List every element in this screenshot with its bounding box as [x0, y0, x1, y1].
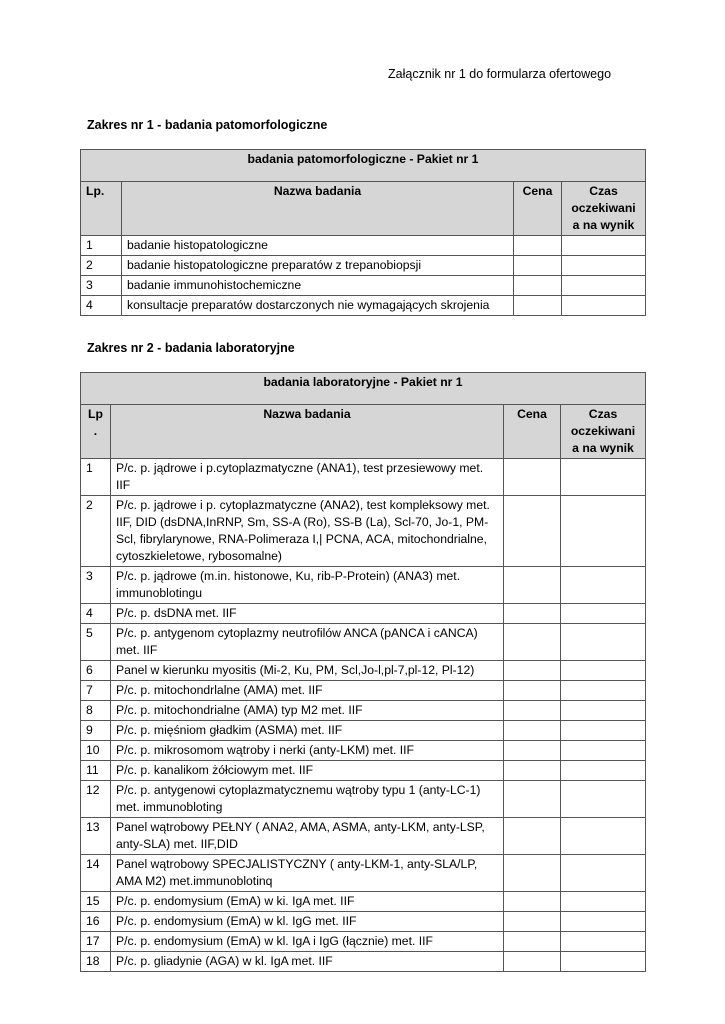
row-price-cell: [504, 721, 561, 741]
row-test-name: P/c. p. antygenowi cytoplazmatycznemu wątroby typu 1 (anty-LC-1) met. immunobloting: [111, 781, 504, 818]
header-time: Czas oczekiwani a na wynik: [562, 182, 646, 236]
package-title: badania patomorfologiczne - Pakiet nr 1: [81, 150, 646, 182]
header-lp: Lp .: [81, 405, 111, 459]
section1-table: [80, 149, 646, 316]
row-price-cell: [504, 952, 561, 972]
row-time-cell: [561, 701, 646, 721]
table-row: [81, 781, 646, 818]
table-row: [81, 761, 646, 781]
row-price-cell: [504, 741, 561, 761]
table-row: [81, 496, 646, 567]
attachment-note: Załącznik nr 1 do formularza ofertowego: [388, 67, 612, 81]
row-time-cell: [562, 236, 646, 256]
row-time-cell: [561, 892, 646, 912]
row-price-cell: [504, 604, 561, 624]
row-number: 10: [81, 741, 111, 761]
row-test-name: P/c. p. mikrosomom wątroby i nerki (anty-LKM) met. IIF: [111, 741, 504, 761]
row-number: 7: [81, 681, 111, 701]
row-price-cell: [514, 256, 562, 276]
row-time-cell: [561, 741, 646, 761]
row-time-cell: [561, 818, 646, 855]
row-number: 4: [81, 604, 111, 624]
row-price-cell: [504, 855, 561, 892]
table-row: [81, 459, 646, 496]
header-row: [81, 405, 646, 459]
table-row: [81, 932, 646, 952]
header-row: [81, 182, 646, 236]
row-number: 3: [81, 567, 111, 604]
row-price-cell: [504, 459, 561, 496]
section2-table: [80, 372, 646, 972]
header-price: Cena: [514, 182, 562, 236]
row-test-name: P/c. p. mitochondrlalne (AMA) met. IIF: [111, 681, 504, 701]
row-test-name: P/c. p. dsDNA met. IIF: [111, 604, 504, 624]
row-price-cell: [504, 661, 561, 681]
table-row: [81, 604, 646, 624]
row-time-cell: [562, 296, 646, 316]
row-number: 13: [81, 818, 111, 855]
package-row: [81, 150, 646, 182]
row-test-name: P/c. p. endomysium (EmA) w kl. IgA i IgG (łącznie) met. IIF: [111, 932, 504, 952]
row-price-cell: [504, 701, 561, 721]
row-price-cell: [504, 892, 561, 912]
row-time-cell: [562, 276, 646, 296]
row-time-cell: [562, 256, 646, 276]
row-test-name: P/c. p. mięśniom gładkim (ASMA) met. IIF: [111, 721, 504, 741]
table-row: [81, 661, 646, 681]
row-time-cell: [561, 604, 646, 624]
table-row: [81, 952, 646, 972]
row-number: 1: [81, 236, 122, 256]
row-price-cell: [514, 236, 562, 256]
row-time-cell: [561, 459, 646, 496]
row-test-name: P/c. p. endomysium (EmA) w kl. IgG met. IIF: [111, 912, 504, 932]
row-test-name: Panel w kierunku myositis (Mi-2, Ku, PM, Scl,Jo-l,pl-7,pl-12, Pl-12): [111, 661, 504, 681]
row-test-name: Panel wątrobowy PEŁNY ( ANA2, AMA, ASMA, anty-LKM, anty-LSP, anty-SLA) met. IIF,DID: [111, 818, 504, 855]
row-test-name: P/c. p. gliadynie (AGA) w kl. IgA met. IIF: [111, 952, 504, 972]
table-row: [81, 701, 646, 721]
section2-title: Zakres nr 2 - badania laboratoryjne: [87, 341, 295, 355]
row-test-name: P/c. p. jądrowe (m.in. histonowe, Ku, rib-P-Protein) (ANA3) met. immunoblotingu: [111, 567, 504, 604]
row-number: 17: [81, 932, 111, 952]
header-price: Cena: [504, 405, 561, 459]
header-name: Nazwa badania: [122, 182, 514, 236]
section1-title: Zakres nr 1 - badania patomorfologiczne: [87, 118, 328, 132]
row-time-cell: [561, 952, 646, 972]
row-price-cell: [514, 296, 562, 316]
table-row: [81, 818, 646, 855]
table-row: [81, 236, 646, 256]
row-test-name: P/c. p. antygenom cytoplazmy neutrofilów ANCA (pANCA i cANCA) met. IIF: [111, 624, 504, 661]
row-price-cell: [504, 761, 561, 781]
row-price-cell: [504, 818, 561, 855]
row-number: 9: [81, 721, 111, 741]
row-time-cell: [561, 855, 646, 892]
row-test-name: badanie histopatologiczne: [122, 236, 514, 256]
row-time-cell: [561, 567, 646, 604]
table-row: [81, 276, 646, 296]
header-time: Czas oczekiwani a na wynik: [561, 405, 646, 459]
row-price-cell: [504, 681, 561, 701]
row-number: 14: [81, 855, 111, 892]
row-number: 2: [81, 256, 122, 276]
table-row: [81, 296, 646, 316]
row-time-cell: [561, 681, 646, 701]
package-row: [81, 373, 646, 405]
row-number: 16: [81, 912, 111, 932]
row-time-cell: [561, 624, 646, 661]
row-test-name: badanie histopatologiczne preparatów z trepanobiopsji: [122, 256, 514, 276]
row-price-cell: [504, 567, 561, 604]
header-lp: Lp.: [81, 182, 122, 236]
row-time-cell: [561, 661, 646, 681]
row-number: 4: [81, 296, 122, 316]
row-test-name: badanie immunohistochemiczne: [122, 276, 514, 296]
table-row: [81, 855, 646, 892]
row-number: 18: [81, 952, 111, 972]
row-number: 11: [81, 761, 111, 781]
row-test-name: Panel wątrobowy SPECJALISTYCZNY ( anty-LKM-1, anty-SLA/LP, AMA M2) met.immunoblotinq: [111, 855, 504, 892]
row-test-name: P/c. p. kanalikom żółciowym met. IIF: [111, 761, 504, 781]
row-test-name: konsultacje preparatów dostarczonych nie wymagających skrojenia: [122, 296, 514, 316]
table-row: [81, 624, 646, 661]
row-test-name: P/c. p. jądrowe i p.cytoplazmatyczne (ANA1), test przesiewowy met. IIF: [111, 459, 504, 496]
row-price-cell: [504, 496, 561, 567]
header-name: Nazwa badania: [111, 405, 504, 459]
row-test-name: P/c. p. jądrowe i p. cytoplazmatyczne (ANA2), test kompleksowy met. IIF, DID (dsDNA,InRNP, Sm, SS-A (Ro), SS-B (La), Scl-70, Jo-1, PM-Scl, fibrylarynowe, RNA-Polimeraza I,| PCNA, ACA, mitochondrialne, cytoszkieletowe, rybosomalne): [111, 496, 504, 567]
row-price-cell: [514, 276, 562, 296]
table-row: [81, 912, 646, 932]
row-price-cell: [504, 781, 561, 818]
row-number: 15: [81, 892, 111, 912]
row-test-name: P/c. p. endomysium (EmA) w ki. IgA met. IIF: [111, 892, 504, 912]
row-number: 12: [81, 781, 111, 818]
row-price-cell: [504, 624, 561, 661]
row-time-cell: [561, 721, 646, 741]
row-number: 3: [81, 276, 122, 296]
row-time-cell: [561, 761, 646, 781]
table-row: [81, 721, 646, 741]
row-test-name: P/c. p. mitochondrialne (AMA) typ M2 met. IIF: [111, 701, 504, 721]
row-price-cell: [504, 912, 561, 932]
row-time-cell: [561, 781, 646, 818]
package-title: badania laboratoryjne - Pakiet nr 1: [81, 373, 646, 405]
row-number: 6: [81, 661, 111, 681]
row-time-cell: [561, 932, 646, 952]
table-row: [81, 567, 646, 604]
row-number: 8: [81, 701, 111, 721]
table-row: [81, 741, 646, 761]
row-number: 2: [81, 496, 111, 567]
row-time-cell: [561, 912, 646, 932]
table-row: [81, 256, 646, 276]
row-price-cell: [504, 932, 561, 952]
table-row: [81, 892, 646, 912]
row-number: 1: [81, 459, 111, 496]
row-number: 5: [81, 624, 111, 661]
row-time-cell: [561, 496, 646, 567]
table-row: [81, 681, 646, 701]
